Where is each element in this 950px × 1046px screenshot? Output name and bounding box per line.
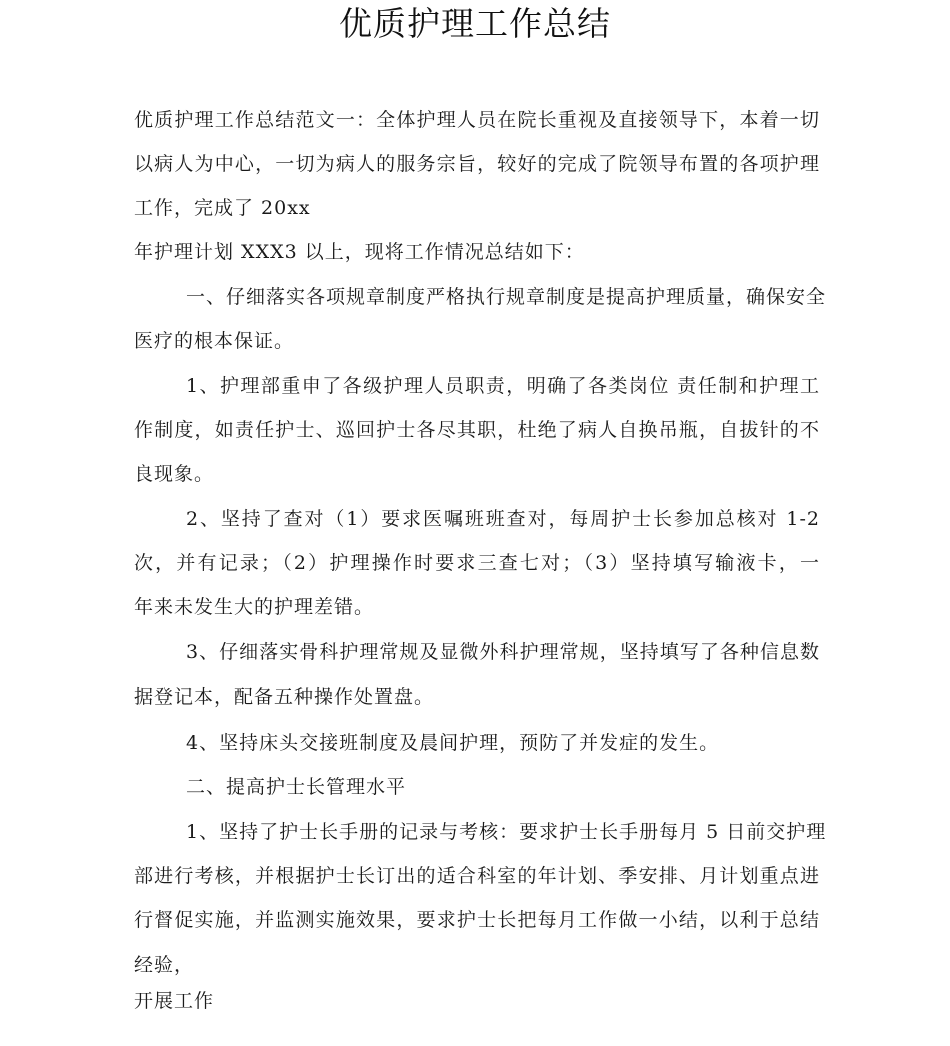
paragraph-line: 1、坚持了护士长手册的记录与考核：要求护士长手册每月 5 日前交护理 bbox=[186, 821, 827, 843]
paragraph-line: 以病人为中心，一切为病人的服务宗旨，较好的完成了院领导布置的各项护理 bbox=[134, 153, 820, 175]
paragraph-line: 医疗的根本保证。 bbox=[134, 330, 295, 352]
paragraph-line: 1、护理部重申了各级护理人员职责，明确了各类岗位 责任制和护理工 bbox=[186, 375, 820, 397]
paragraph-line: 3、仔细落实骨科护理常规及显微外科护理常规，坚持填写了各种信息数 bbox=[186, 641, 820, 663]
paragraph-line: 部进行考核，并根据护士长订出的适合科室的年计划、季安排、月计划重点进 bbox=[134, 865, 820, 887]
paragraph-line: 优质护理工作总结范文一：全体护理人员在院长重视及直接领导下，本着一切 bbox=[134, 109, 820, 131]
paragraph-line: 经验， bbox=[134, 954, 195, 976]
paragraph-line: 作制度，如责任护士、巡回护士各尽其职，杜绝了病人自换吊瓶，自拔针的不 bbox=[134, 419, 820, 441]
paragraph-line: 年护理计划 XXX3 以上，现将工作情况总结如下： bbox=[134, 241, 585, 263]
paragraph-line: 开展工作 bbox=[134, 990, 215, 1012]
section-heading-line: 一、仔细落实各项规章制度严格执行规章制度是提高护理质量，确保安全 bbox=[186, 286, 827, 308]
paragraph-line: 据登记本，配备五种操作处置盘。 bbox=[134, 686, 435, 708]
paragraph-line: 工作，完成了 20xx bbox=[134, 197, 311, 219]
section-heading-line: 二、提高护士长管理水平 bbox=[186, 776, 407, 798]
paragraph-line: 行督促实施，并监测实施效果，要求护士长把每月工作做一小结，以利于总结 bbox=[134, 909, 820, 931]
paragraph-line: 次，并有记录；（2）护理操作时要求三查七对；（3）坚持填写输液卡，一 bbox=[134, 552, 820, 574]
paragraph-line: 良现象。 bbox=[134, 463, 215, 485]
paragraph-line: 4、坚持床头交接班制度及晨间护理，预防了并发症的发生。 bbox=[186, 732, 720, 754]
paragraph-line: 2、坚持了查对（1）要求医嘱班班查对，每周护士长参加总核对 1-2 bbox=[186, 508, 820, 530]
paragraph-line: 年来未发生大的护理差错。 bbox=[134, 596, 375, 618]
document-title: 优质护理工作总结 bbox=[339, 4, 611, 43]
